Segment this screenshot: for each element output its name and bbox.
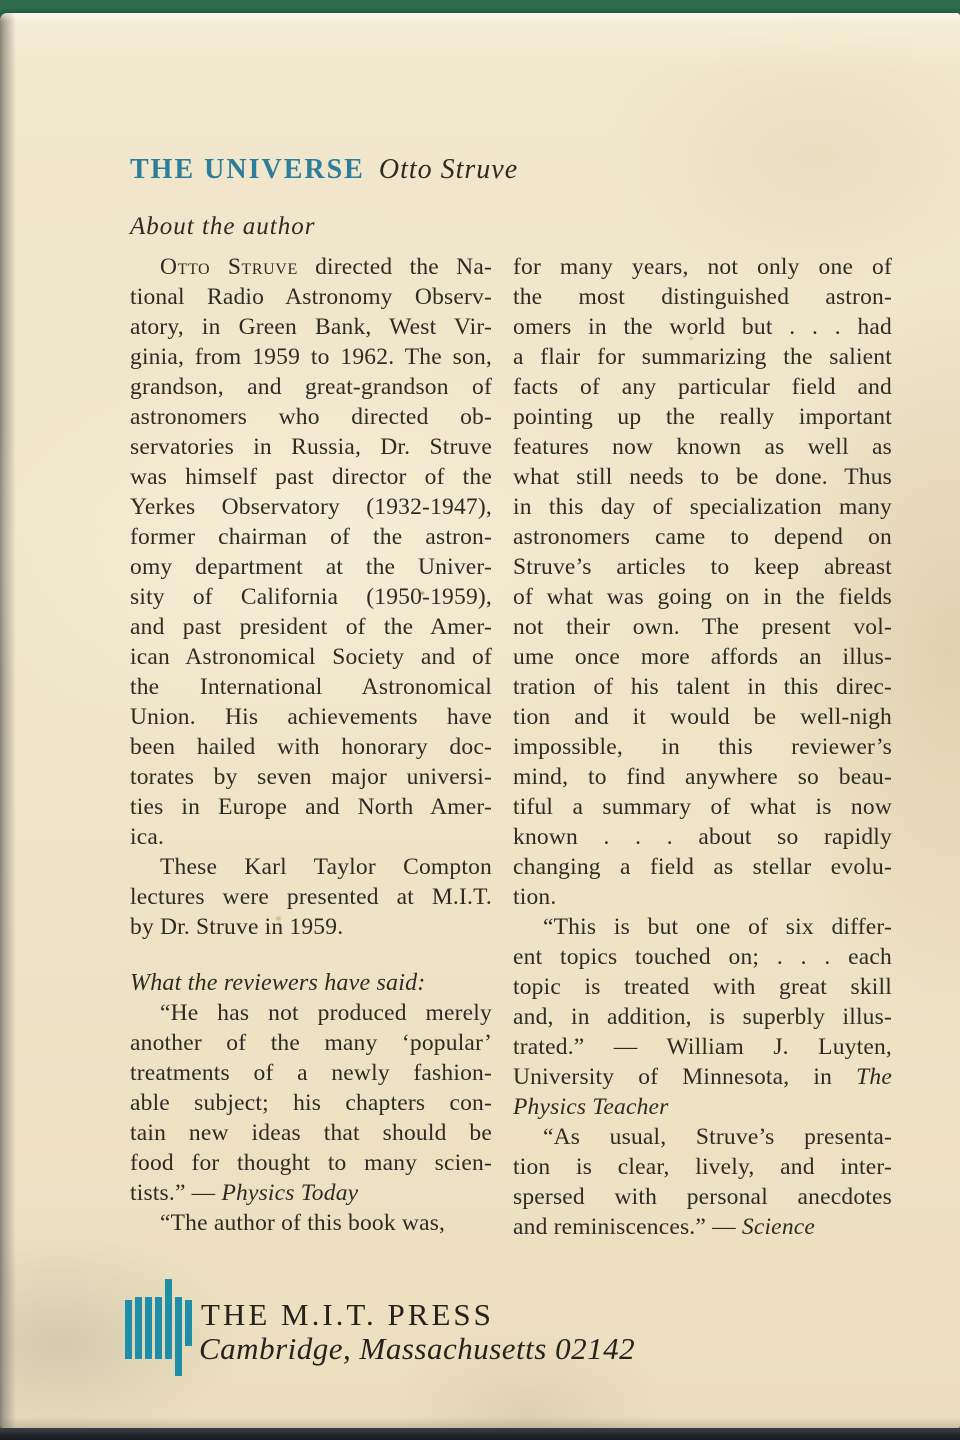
text-line: pointing up the really important	[513, 404, 892, 430]
text-line: topic is treated with great skill	[513, 974, 892, 1000]
text-line: a flair for summarizing the salient	[513, 344, 892, 370]
text-line: omy department at the Univer-	[130, 554, 492, 580]
text-line: These Karl Taylor Compton	[160, 854, 492, 880]
text-line: ginia, from 1959 to 1962. The son,	[130, 344, 492, 370]
text-line: omers in the world but . . . had	[513, 314, 892, 340]
text-line: sity of California (1950-1959),	[130, 584, 492, 610]
text-line: former chairman of the astron-	[130, 524, 492, 550]
book-title-row	[130, 154, 518, 186]
text-column-left	[130, 252, 492, 1238]
text-line: ican Astronomical Society and of	[130, 644, 492, 670]
text-line: another of the many ‘popular’	[130, 1030, 492, 1056]
text-line: servatories in Russia, Dr. Struve	[130, 434, 492, 460]
text-line: what still needs to be done. Thus	[513, 464, 892, 490]
text-line: able subject; his chapters con-	[130, 1090, 492, 1116]
text-line: tists.” — Physics Today	[130, 1180, 359, 1206]
text-line: What the reviewers have said:	[130, 970, 426, 996]
text-line: “As usual, Struve’s presenta-	[543, 1124, 892, 1150]
logo-bar	[125, 1300, 132, 1359]
text-line: ties in Europe and North Amer-	[130, 794, 492, 820]
text-line: impossible, in this reviewer’s	[513, 734, 892, 760]
text-line: mind, to find anywhere so beau-	[513, 764, 892, 790]
text-line: treatments of a newly fashion-	[130, 1060, 492, 1086]
text-line: ume once more affords an illus-	[513, 644, 892, 670]
mit-press-logo	[125, 1279, 195, 1376]
text-line: atory, in Green Bank, West Vir-	[130, 314, 492, 340]
publisher-address: Cambridge, Massachusetts 02142	[199, 1331, 636, 1366]
logo-bar	[175, 1297, 182, 1376]
text-line: for many years, not only one of	[513, 254, 892, 280]
text-line: ent topics touched on; . . . each	[513, 944, 892, 970]
text-line: ica.	[130, 824, 165, 850]
text-line: Yerkes Observatory (1932-1947),	[130, 494, 492, 520]
text-line: “This is but one of six differ-	[543, 914, 892, 940]
logo-bar	[155, 1297, 162, 1359]
text-line: Union. His achievements have	[130, 704, 492, 730]
text-line: and past president of the Amer-	[130, 614, 492, 640]
book-back-cover	[0, 13, 960, 1428]
text-line: lectures were presented at M.I.T.	[130, 884, 492, 910]
text-line: facts of any particular field and	[513, 374, 892, 400]
text-line: astronomers came to depend on	[513, 524, 892, 550]
logo-bar	[165, 1279, 172, 1359]
text-line: features now known as well as	[513, 434, 892, 460]
book-title: THE UNIVERSE	[130, 154, 365, 185]
text-line: was himself past director of the	[130, 464, 492, 490]
text-line: known . . . about so rapidly	[513, 824, 892, 850]
text-line: and reminiscences.” — Science	[513, 1214, 816, 1240]
logo-bar	[135, 1297, 142, 1359]
text-line: grandson, and great-grandson of	[130, 374, 492, 400]
text-line: “The author of this book was,	[160, 1210, 446, 1236]
text-line: the most distinguished astron-	[513, 284, 892, 310]
text-line: in this day of specialization many	[513, 494, 892, 520]
text-line: tiful a summary of what is now	[513, 794, 892, 820]
text-line: spersed with personal anecdotes	[513, 1184, 892, 1210]
text-line: University of Minnesota, in The	[513, 1064, 892, 1090]
text-line: Otto Struve directed the Na-	[160, 254, 492, 280]
logo-bar	[185, 1300, 192, 1346]
text-line: tion.	[513, 884, 557, 910]
backdrop-bottom-edge	[0, 1427, 960, 1440]
text-line: been hailed with honorary doc-	[130, 734, 492, 760]
text-line: tional Radio Astronomy Observ-	[130, 284, 492, 310]
logo-bar	[145, 1297, 152, 1359]
book-author: Otto Struve	[378, 154, 519, 185]
text-line: tion is clear, lively, and inter-	[513, 1154, 892, 1180]
text-line: Struve’s articles to keep abreast	[513, 554, 892, 580]
text-line: tration of his talent in this direc-	[513, 674, 892, 700]
text-line: torates by seven major universi-	[130, 764, 492, 790]
text-line: food for thought to many scien-	[130, 1150, 492, 1176]
text-line: and, in addition, is superbly illus-	[513, 1004, 892, 1030]
text-line: trated.” — William J. Luyten,	[513, 1034, 892, 1060]
text-line: Physics Teacher	[513, 1094, 669, 1120]
publisher-name: THE M.I.T. PRESS	[201, 1297, 494, 1332]
text-line: not their own. The present vol-	[513, 614, 892, 640]
text-line: tain new ideas that should be	[130, 1120, 492, 1146]
text-column-right	[513, 252, 892, 1242]
text-line: of what was going on in the fields	[513, 584, 892, 610]
about-author-heading: About the author	[130, 213, 316, 240]
text-line: astronomers who directed ob-	[130, 404, 492, 430]
text-line: “He has not produced merely	[160, 1000, 492, 1026]
text-line: tion and it would be well-nigh	[513, 704, 892, 730]
text-line: by Dr. Struve in 1959.	[130, 914, 344, 940]
text-line: the International Astronomical	[130, 674, 492, 700]
text-line: changing a field as stellar evolu-	[513, 854, 892, 880]
